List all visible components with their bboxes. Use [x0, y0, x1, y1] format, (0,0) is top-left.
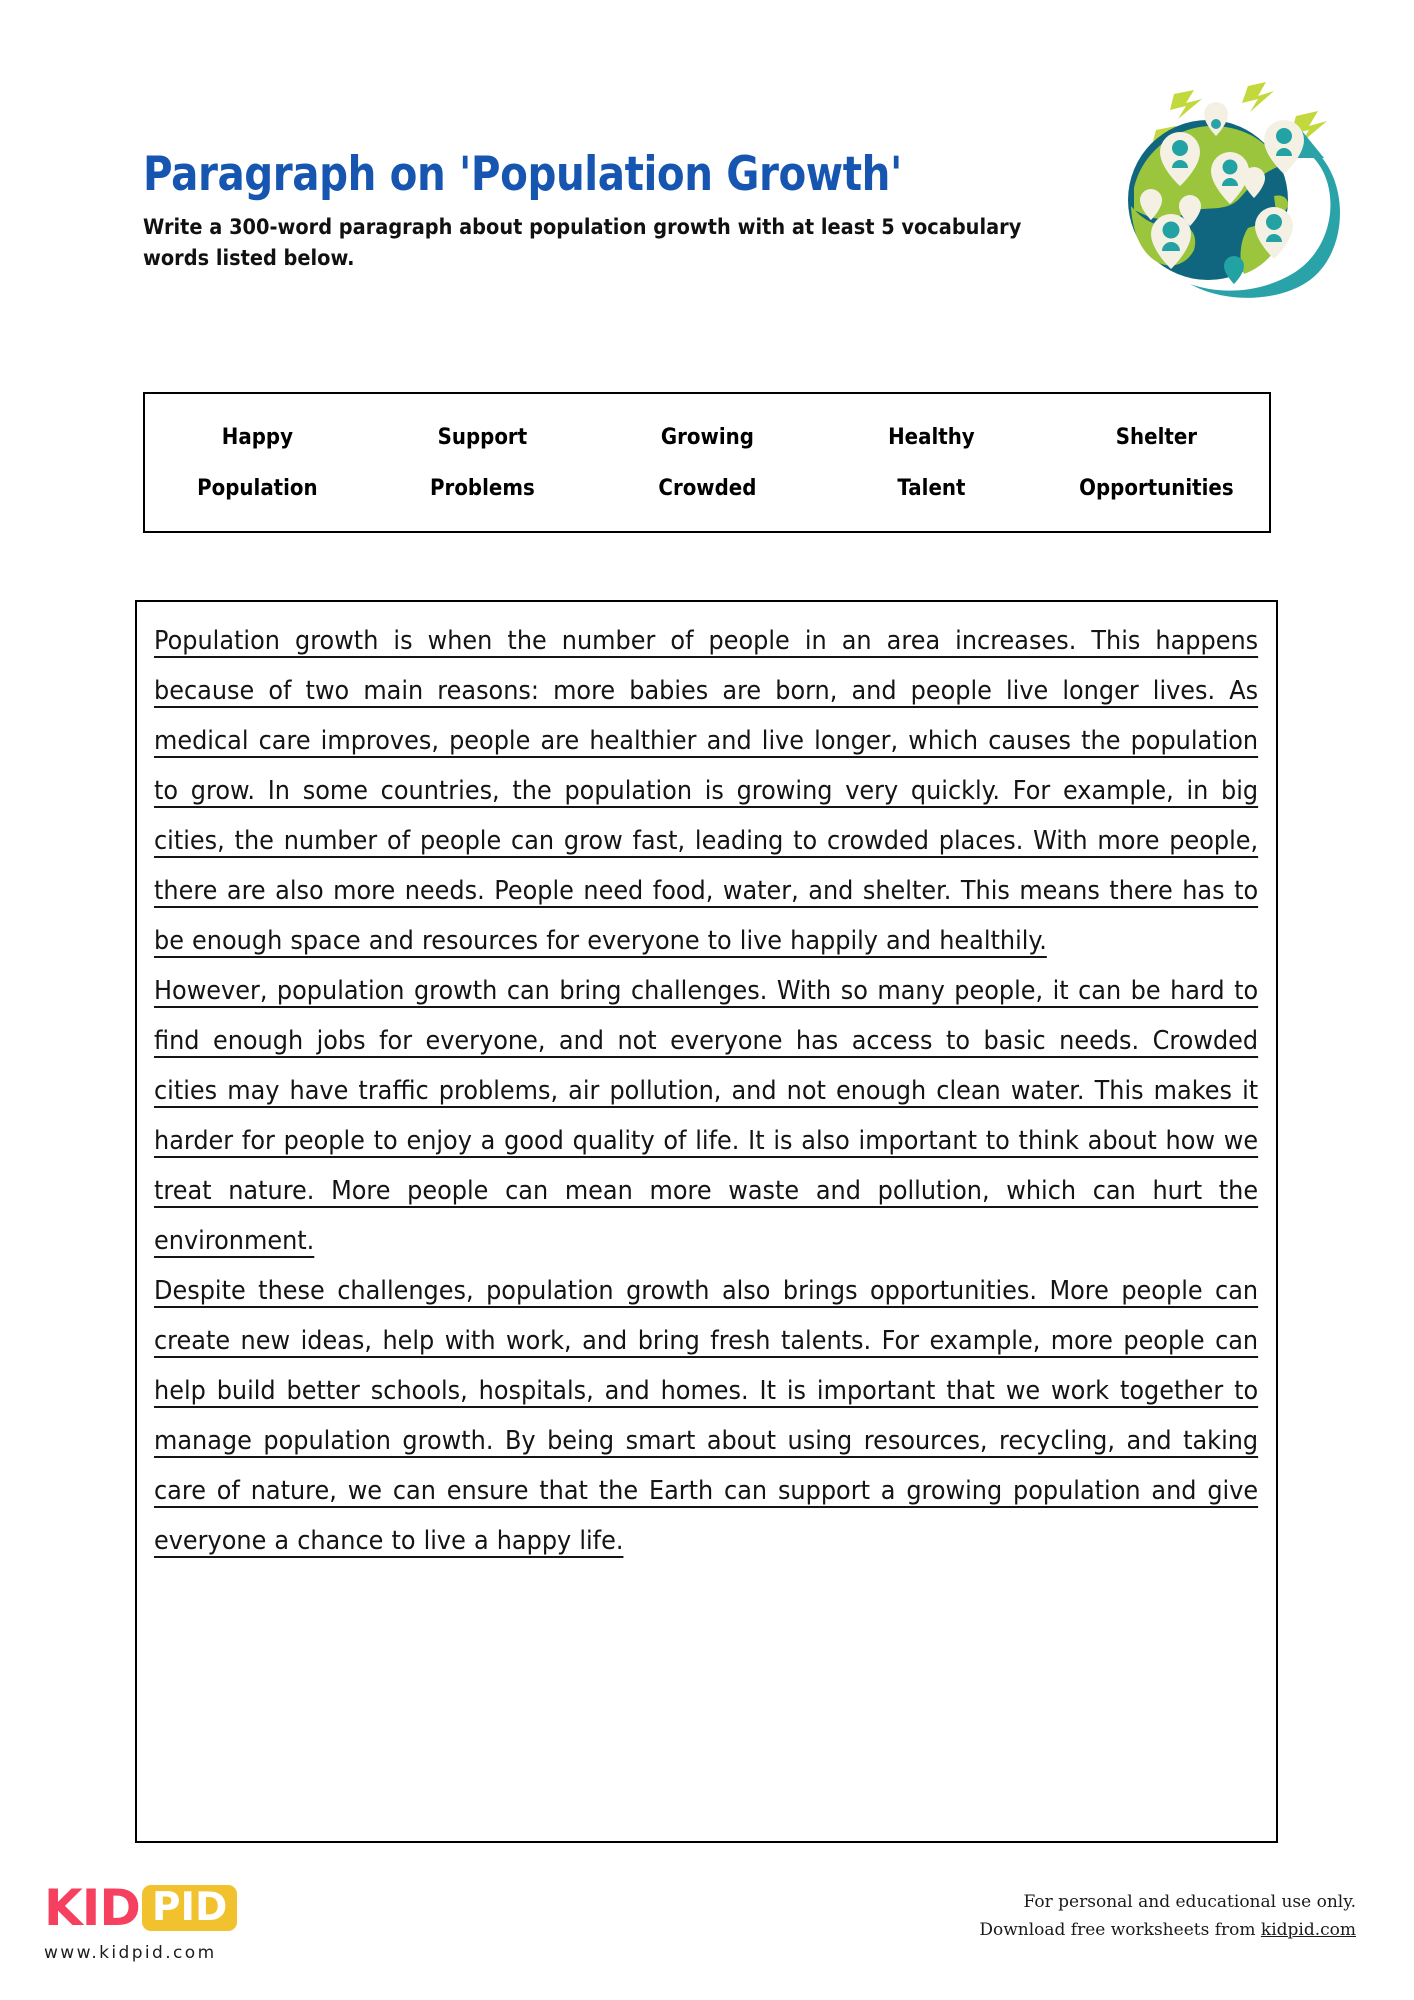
logo-mark: [44, 1880, 364, 1936]
globe-with-location-pins-icon: [1098, 78, 1348, 298]
essay-answer-box[interactable]: [135, 600, 1278, 1843]
footer-notice-line2: [979, 1916, 1356, 1944]
word-bank-row: [145, 425, 1269, 450]
word-bank-cell: Support: [437, 424, 527, 450]
logo-pid-badge: [142, 1885, 237, 1931]
word-bank-cell: Talent: [897, 475, 966, 501]
word-bank-cell: Healthy: [888, 424, 976, 450]
footer-notice-line1: For personal and educational use only.: [1023, 1892, 1356, 1912]
footer-notice-prefix: Download free worksheets from: [979, 1920, 1261, 1941]
word-bank-cell: Opportunities: [1079, 475, 1234, 501]
footer-usage-notice: [979, 1888, 1356, 1944]
word-bank-cell: Growing: [660, 424, 754, 450]
vocabulary-word-bank: [143, 392, 1271, 533]
worksheet-instructions: Write a 300-word paragraph about population growth with at least 5 vocabulary words listed below.: [143, 215, 1022, 271]
word-bank-cell: Shelter: [1115, 424, 1198, 450]
word-bank-row: [145, 476, 1269, 501]
worksheet-header: [0, 0, 1414, 310]
logo-website-url: www.kidpid.com: [44, 1943, 217, 1963]
essay-paragraph: Population growth is when the number of people in an area increases. This happens because of two main reasons: more babies are born, and people live longer lives. As medical care improves, people are healthier and live longer, which causes the population to grow. In some countries, the population is growing very quickly. For example, in big cities, the number of people can grow fast, leading to crowded places. With more people, there are also more needs. People need food, water, and shelter. This means there has to be enough space and resources for everyone to live happily and healthily.: [154, 626, 1259, 956]
essay-paragraph: However, population growth can bring challenges. With so many people, it can be hard to find enough jobs for everyone, and not everyone has access to basic needs. Crowded cities may have traffic problems, air pollution, and not enough clean water. This makes it harder for people to enjoy a good quality of life. It is also important to think about how we treat nature. More people can mean more waste and pollution, which can hurt the environment.: [154, 976, 1259, 1256]
globe-illustration: [1098, 78, 1348, 298]
essay-paragraph: Despite these challenges, population growth also brings opportunities. More people can create new ideas, help with work, and bring fresh talents. For example, more people can help build better schools, hospitals, and homes. It is important that we work together to manage population growth. By being smart about using resources, recycling, and taking care of nature, we can ensure that the Earth can support a growing population and give everyone a chance to live a happy life.: [154, 1276, 1259, 1556]
logo-pid-text: PID: [151, 1885, 228, 1930]
logo-kid-text: KID: [44, 1879, 140, 1937]
word-bank-cell: Crowded: [658, 475, 756, 501]
page-title: Paragraph on 'Population Growth': [143, 147, 902, 202]
word-bank-cell: Problems: [429, 475, 535, 501]
word-bank-cell: Population: [197, 475, 318, 501]
title-block: [143, 147, 1103, 274]
kidpid-logo[interactable]: [44, 1880, 364, 1963]
footer-kidpid-link[interactable]: kidpid.com: [1260, 1920, 1356, 1941]
worksheet-footer: [0, 1860, 1414, 2000]
word-bank-cell: Happy: [221, 424, 293, 450]
